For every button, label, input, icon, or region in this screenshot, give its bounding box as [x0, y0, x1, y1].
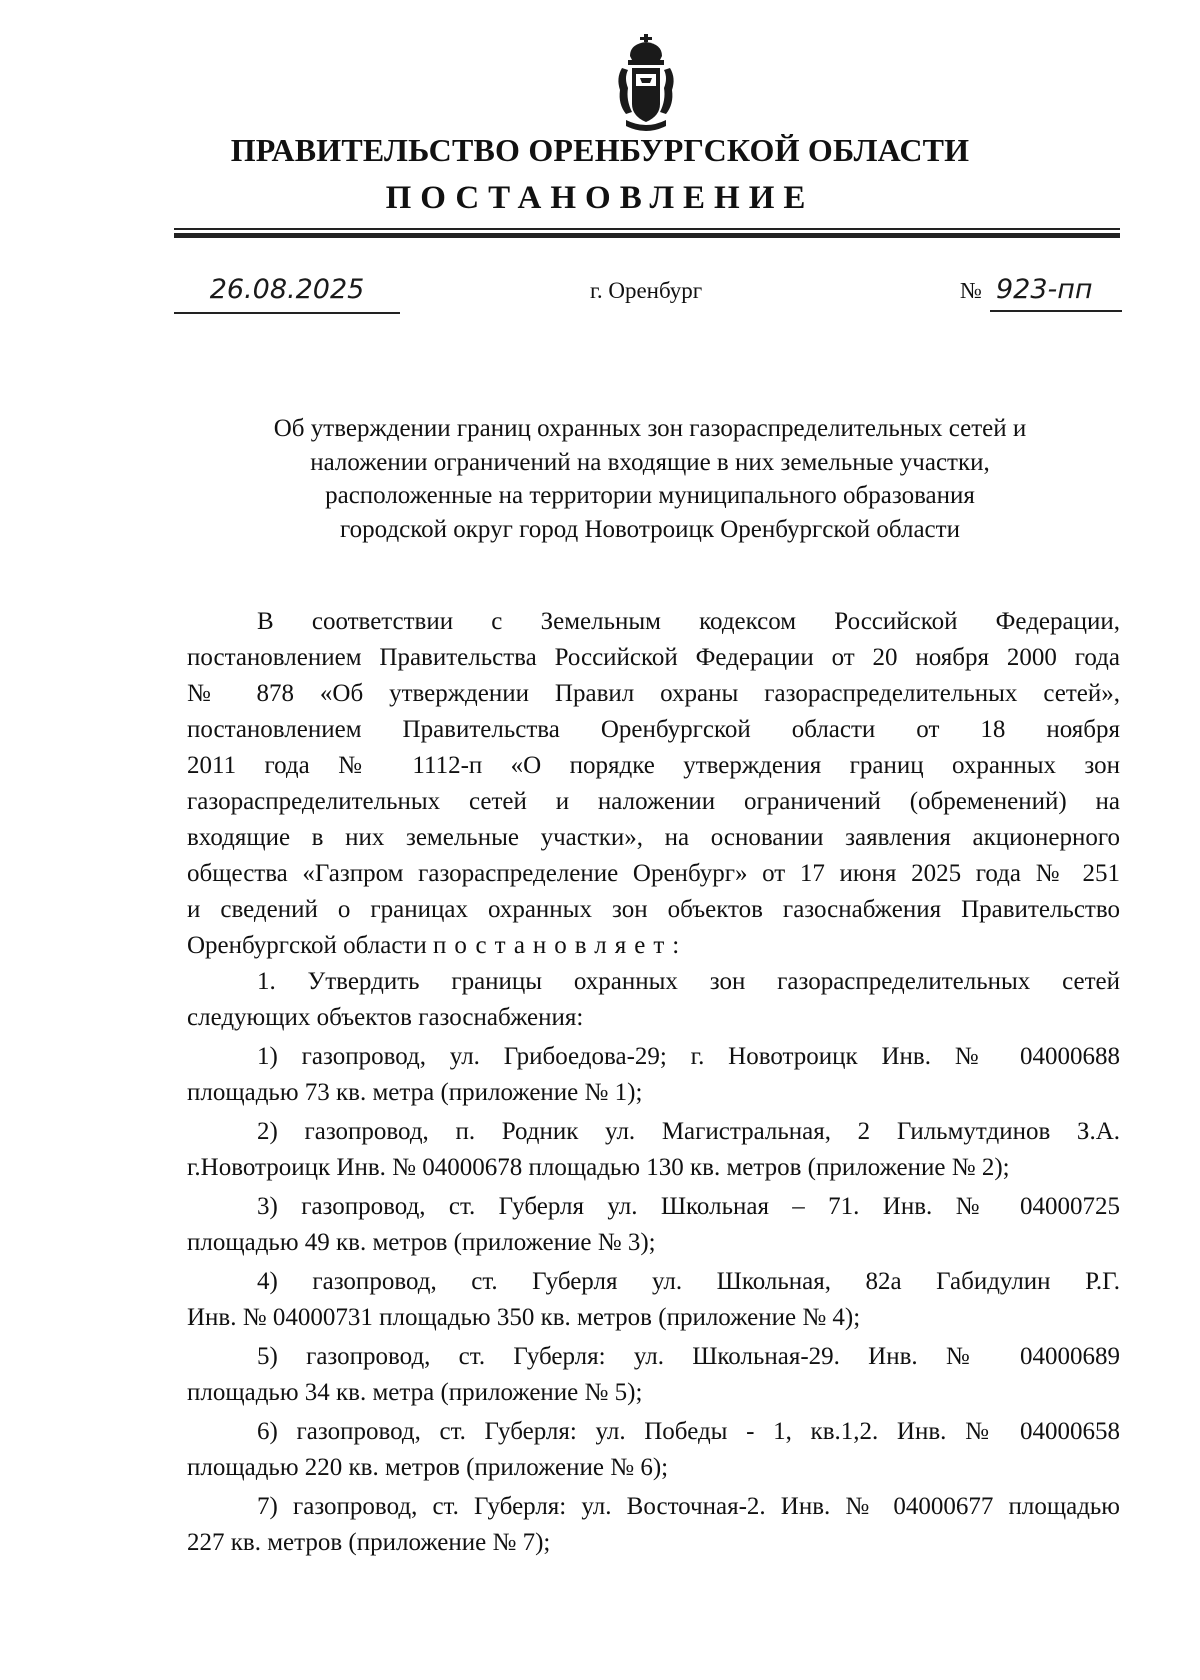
subject-line: Об утверждении границ охранных зон газораспределительных сетей и	[273, 415, 1027, 442]
body-line: общества «Газпром газораспределение Оренбург» от 17 июня 2025 года № 251	[187, 860, 1120, 887]
organization-name: ПРАВИТЕЛЬСТВО ОРЕНБУРГСКОЙ ОБЛАСТИ	[230, 132, 970, 168]
document-subject	[200, 412, 1100, 546]
body-line: В соответствии с Земельным кодексом Российской Федерации,	[257, 608, 1120, 635]
list-item-cont: г.Новотроицк Инв. № 04000678 площадью 130 кв. метров (приложение № 2);	[187, 1154, 1010, 1181]
list-item: 2) газопровод, п. Родник ул. Магистральная, 2 Гильмутдинов З.А.	[257, 1118, 1120, 1145]
list-item: 3) газопровод, ст. Губерля ул. Школьная – 71. Инв. № 04000725	[257, 1193, 1120, 1220]
list-item: 4) газопровод, ст. Губерля ул. Школьная, 82а Габидулин Р.Г.	[257, 1268, 1120, 1295]
subject-line: расположенные на территории муниципального образования	[325, 482, 975, 509]
decides-word: постановляет:	[432, 932, 688, 959]
coat-of-arms-icon	[614, 34, 678, 136]
point-heading: 1. Утвердить границы охранных зон газораспределительных сетей	[257, 968, 1120, 995]
document-number: 923-пп	[990, 268, 1122, 312]
list-item-cont: площадью 49 кв. метров (приложение № 3);	[187, 1229, 656, 1256]
subject-line: наложении ограничений на входящие в них земельные участки,	[310, 448, 990, 476]
header-divider	[174, 228, 1120, 230]
body-line	[187, 928, 1120, 964]
header-divider-thick	[174, 233, 1120, 238]
list-item: 7) газопровод, ст. Губерля: ул. Восточная-2. Инв. № 04000677 площадью	[257, 1493, 1120, 1520]
body-line-text: Оренбургской области	[187, 932, 433, 959]
list-item-cont: площадью 73 кв. метра (приложение № 1);	[187, 1079, 643, 1106]
list-item: 5) газопровод, ст. Губерля: ул. Школьная-29. Инв. № 04000689	[257, 1343, 1120, 1370]
document-body	[187, 604, 1120, 1561]
body-line: газораспределительных сетей и наложении ограничений (обременений) на	[187, 788, 1120, 815]
number-label: №	[960, 278, 982, 303]
list-item: 1) газопровод, ул. Грибоедова-29; г. Новотроицк Инв. № 04000688	[257, 1043, 1120, 1070]
list-item-cont: Инв. № 04000731 площадью 350 кв. метров (приложение № 4);	[187, 1304, 861, 1331]
body-line: постановлением Правительства Оренбургской области от 18 ноября	[187, 716, 1120, 743]
document-city: г. Оренбург	[590, 278, 703, 303]
document-date: 26.08.2025	[174, 268, 400, 314]
body-line: и сведений о границах охранных зон объектов газоснабжения Правительство	[187, 896, 1120, 923]
list-item-cont: площадью 220 кв. метров (приложение № 6);	[187, 1454, 669, 1481]
subject-line: городской округ город Новотроицк Оренбургской области	[340, 515, 960, 543]
document-type: ПОСТАНОВЛЕНИЕ	[385, 180, 815, 216]
body-line: № 878 «Об утверждении Правил охраны газораспределительных сетей»,	[187, 680, 1120, 707]
point-heading-cont: следующих объектов газоснабжения:	[187, 1004, 584, 1031]
body-line: постановлением Правительства Российской Федерации от 20 ноября 2000 года	[187, 644, 1120, 671]
list-item-cont: площадью 34 кв. метра (приложение № 5);	[187, 1379, 643, 1406]
list-item: 6) газопровод, ст. Губерля: ул. Победы - 1, кв.1,2. Инв. № 04000658	[257, 1418, 1120, 1445]
body-line: входящие в них земельные участки», на основании заявления акционерного	[187, 824, 1120, 851]
list-item-cont: 227 кв. метров (приложение № 7);	[187, 1529, 551, 1556]
body-line: 2011 года № 1112-п «О порядке утверждения границ охранных зон	[187, 752, 1120, 779]
